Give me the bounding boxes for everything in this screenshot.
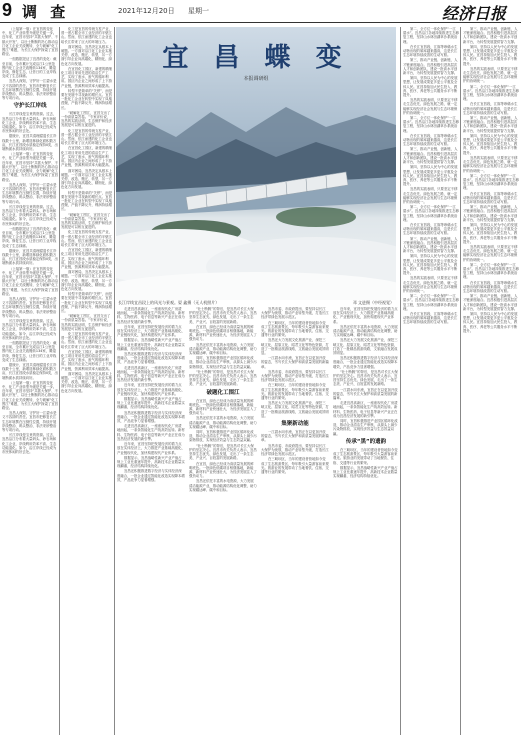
paragraph: 第四，坚持以人民为中心的发展思想，让发展成果更多更公平惠及全体人民。宜昌持续加大民生投入，教育、医疗、养老等公共服务水平不断提升。 <box>403 254 458 276</box>
paragraph: 走进宜昌高新区，一座座现代化厂房拔地而起，一条条智能化生产线高效运转。新材料、生物医药、电子信息等新兴产业正在成为宜昌经济发展的新引擎。 <box>117 365 185 383</box>
paragraph: 在宜昌化工园区，新建的精细化工项目采用先进的清洁生产工艺，实现了废水、废气的循环利用。园区内企业之间形成了上下游产业链，资源利用效率大幅提高。 <box>61 248 113 269</box>
paragraph: 转型不是简单的“关停”，而是要在发展中寻找新的增长点。宜昌一批化工企业在转型中实现了凤凰涅槃，产值不降反升，利润持续增长。 <box>61 292 113 313</box>
paragraph: 宜昌还依托丰富的水电资源，大力发展清洁能源产业，推动能源结构优化调整，助力实现碳达峰、碳中和目标。 <box>333 324 398 338</box>
paragraph: 第二，全方位一体化保护“一江碧水”。宜昌沿江各地持续推进生态修复工程，坚持山水林田湖草沙系统治理。 <box>403 27 459 44</box>
caption-text: 长江岸线宜昌段上的风光与景观。晏 鑫摄（无人机照片） <box>118 300 220 305</box>
article-column-8 <box>463 27 519 735</box>
paragraph: 近年来，宜昌坚持把发展经济的着力点放在实体经济上，大力推进产业基础高级化、产业链现代化，加快构建现代产业体系。 <box>117 442 185 455</box>
paragraph: 第三，推动产业链、创新链、人才链深度融合。宜昌积极引进高层次人才和创新团队，建设一批高水平创新平台，为转型发展提供智力支撑。 <box>463 116 518 133</box>
paragraph: 转型不是简单的“关停”，而是要在发展中寻找新的增长点。宜昌一批化工企业在转型中实现了凤凰涅槃，产值不降反升，利润持续增长。 <box>61 190 113 212</box>
paragraph: 第三，推动产业链、创新链、人才链深度融合。宜昌积极引进高层次人才和创新团队，建设一批高水平创新平台，为转型发展提供智力支撑。 <box>463 27 518 44</box>
paragraph: “壮士断腕”的背后，是宜昌对长江大保护的坚定决心。宜昌市有关负责人表示，宜昌坚持生态优先、绿色发展，走出了一条生态美、产业兴、百姓富的发展新路。 <box>189 369 257 387</box>
paragraph: 数据显示，宜昌战略性新兴产业产值占规上工业比重逐年提升，高新技术企业数量实现翻番，经济结构持续优化。 <box>333 465 398 479</box>
paragraph: 长江岸线是宝贵的资源。过去，宜昌沿江分布着大量码头、砂石场和化工企业，岸线利用效率不高、生态功能退化。如今，沿江岸线已经成为市民休闲的好去处。 <box>2 204 57 226</box>
paragraph: 在三峡坝区，当年的建设者营地如今变成了生态旅游景区，每年吸引大量游客前来观光。旅游业的发展带动了当地餐饮、住宿、交通等行业的繁荣。 <box>261 457 329 474</box>
paragraph: 宜昌还大力发展文化旅游产业，深挖三峡文化、屈原文化、昭君文化等特色资源，打造了一批精品旅游线路，文旅融合发展成效明显。 <box>261 401 329 418</box>
paragraph: 宜昌人深知，守护好一江碧水是义不容辞的责任。宜昌市把修复长江生态环境摆在压倒性位置，持续开展岸线整治、码头整治、非法采砂整治等专项行动。 <box>2 296 57 318</box>
paragraph: 宜昌还大力发展文化旅游产业，深挖三峡文化、屈原文化、昭君文化等特色资源，打造了一批精品旅游线路，文旅融合发展成效明显。 <box>333 338 398 356</box>
paragraph: 第三，推动产业链、创新链、人才链深度融合。宜昌积极引进高层次人才和创新团队，建设一批高水平创新平台，为转型发展提供智力支撑。 <box>403 236 458 254</box>
paragraph: 宜昌还积极推进数字经济与实体经济深度融合，一批企业通过智能化改造实现降本增效，产品竞争力显著增强。 <box>333 356 398 369</box>
paragraph: 化工是宜昌的传统支柱产业，曾一度占据全市工业经济的半壁江山。然而，依江而建的化工企业也给长江带来了巨大的环境压力。 <box>61 332 113 349</box>
paragraph: 第二，全方位一体化保护“一江碧水”。宜昌沿江各地持续推进生态修复工程，坚持山水林田湖草沙系统治理。 <box>403 116 459 133</box>
paragraph: 宜昌市委、市政府提出，要坚持以长江大保护为统领，推动产业转型升级，打造长江经济带绿色发展示范区。 <box>261 307 329 320</box>
paragraph: 宜昌还积极推进数字经济与实体经济深度融合，一批企业通过智能化改造实现降本增效，产品竞争力显著增强。 <box>117 469 185 482</box>
paragraph: 第三，推动产业链、创新链、人才链深度融合。宜昌积极引进高层次人才和创新团队，建设一批高水平创新平台，为转型发展提供智力支撑。 <box>463 205 518 222</box>
paragraph: 第三，推动产业链、创新链、人才链深度融合。宜昌积极引进高层次人才和创新团队，建设一批高水平创新平台，为转型发展提供智力支撑。 <box>463 294 518 311</box>
subheading: 守护长江岸线 <box>13 103 47 110</box>
paragraph: 宜昌还大力发展文化旅游产业，深挖三峡文化、屈原文化、昭君文化等特色资源，打造了一批精品旅游线路，文旅融合发展成效明显。 <box>261 338 329 356</box>
paragraph: 据统计，宜昌共清理腐退长江岸线数十公里，新增造林绿化面积数万亩，长江宜昌段水质稳定保持Ⅱ类，出境断面水质持续向好。 <box>2 134 58 152</box>
paragraph: 宜昌的实践表明，只要坚定不移走生态优先、绿色发展之路，就一定能够实现经济社会发展与生态环境保护的协调统一。 <box>403 187 458 204</box>
paragraph: （上接第一版）在宜昌的变化中，化工产业转型升级是关键一步。近年来，宜昌市坚持“共抓大保护、不搞大开发”，以壮士断腕的决心推动沿江化工企业关改搬转，全力破解“化工围江”难题，为长江大保护探索了宜昌路径。 <box>2 266 58 296</box>
article-column-3 <box>117 307 185 735</box>
article-column-1 <box>2 27 58 735</box>
paragraph: 第四，坚持以人民为中心的发展思想，让发展成果更多更公平惠及全体人民。宜昌持续加大民生投入，教育、医疗、养老等公共服务水平不断提升。 <box>403 76 458 98</box>
paragraph: 一江碧水向东流，宜昌正在以更加开放的姿态，书写长江大保护和高质量发展的新篇章。 <box>333 387 398 401</box>
paragraph: 第四，坚持以人民为中心的发展思想，让发展成果更多更公平惠及全体人民。宜昌持续加大民生投入，教育、医疗、养老等公共服务水平不断提升。 <box>463 312 518 333</box>
paragraph: 近年来，宜昌坚持把发展经济的着力点放在实体经济上，大力推进产业基础高级化、产业链现代化，加快构建现代产业体系。 <box>333 307 398 324</box>
paragraph: 第二，全方位一体化保护“一江碧水”。宜昌沿江各地持续推进生态修复工程，坚持山水林田湖草沙系统治理。 <box>463 262 519 280</box>
section-title: 调 查 <box>22 3 70 21</box>
paragraph: 同时，宜昌积极推进产业园区循环化改造，推动企业清洁生产审核，从源头上减少污染物排放，实现经济效益与生态效益双赢。 <box>333 419 398 436</box>
paragraph: 第三，推动产业链、创新链、人才链深度融合。宜昌积极引进高层次人才和创新团队，建设一批高水平创新平台，为转型发展提供智力支撑。 <box>403 147 458 165</box>
paragraph: 宜昌的实践表明，只要坚定不移走生态优先、绿色发展之路，就一定能够实现经济社会发展与生态环境保护的协调统一。 <box>403 276 458 293</box>
paragraph: 宜昌还积极推进数字经济与实体经济深度融合，一批企业通过智能化改造实现降本增效，产品竞争力显著增强。 <box>117 410 185 424</box>
paragraph: 宜昌市委、市政府提出，要坚持以长江大保护为统领，推动产业转型升级，打造长江经济带绿色发展示范区。 <box>261 443 329 457</box>
paragraph: 在长江宜昌段，江豚等珍稀水生动物出现的频率越来越高，这是长江生态环境持续改善的生动写照。 <box>463 191 518 204</box>
paragraph: 在宜昌，绿色已经成为高质量发展的鲜明底色。一批绿色低碳项目相继落地，新能源、新材料产业快速壮大，为经济发展注入了强劲动力。 <box>189 398 257 416</box>
paragraph: 面对困局，宜昌决定从根本上破题。一方面对沿江化工企业实施关停、改造、搬迁、转型，另一方面引导企业向高端化、精细化、绿色化方向发展。 <box>61 168 113 190</box>
paragraph: 长江岸线是宝贵的资源。过去，宜昌沿江分布着大量码头、砂石场和化工企业，岸线利用效率不高、生态功能退化。如今，沿江岸线已经成为市民休闲的好去处。 <box>2 319 57 340</box>
article-column-2 <box>61 27 113 735</box>
paragraph: 一江碧水向东流，宜昌正在以更加开放的姿态，书写长江大保护和高质量发展的新篇章。 <box>261 356 329 369</box>
subheading: 破题化工围江 <box>206 389 240 396</box>
paragraph: 第二，全方位一体化保护“一江碧水”。宜昌沿江各地持续推进生态修复工程，坚持山水林田湖草沙系统治理。 <box>403 294 459 311</box>
paragraph: 在长江宜昌段，江豚等珍稀水生动物出现的频率越来越高，这是长江生态环境持续改善的生动写照。 <box>403 222 458 236</box>
paragraph: 走进宜昌高新区，一座座现代化厂房拔地而起，一条条智能化生产线高效运转。新材料、生物医药、电子信息等新兴产业正在成为宜昌经济发展的新引擎。 <box>333 401 398 418</box>
paragraph: 面对困局，宜昌决定从根本上破题。一方面对沿江化工企业实施关停、改造、搬迁、转型，另一方面引导企业向高端化、精细化、绿色化方向发展。 <box>61 270 113 291</box>
paragraph: 面对困局，宜昌决定从根本上破题。一方面对沿江化工企业实施关停、改造、搬迁、转型，另一方面引导企业向高端化、精细化、绿色化方向发展。 <box>61 44 113 66</box>
paragraph: 在长江宜昌段，江豚等珍稀水生动物出现的频率越来越高，这是长江生态环境持续改善的生动写照。 <box>463 102 518 115</box>
paragraph: 宜昌的实践表明，只要坚定不移走生态优先、绿色发展之路，就一定能够实现经济社会发展与生态环境保护的协调统一。 <box>463 244 518 262</box>
paragraph: 一组数据见证了宜昌的变化：截至目前，全市累计完成沿江1公里范围内化工企业关改搬转134家，腾退岸线、修复生态，让昔日的工业岸线变成了生态绿廊。 <box>2 226 57 248</box>
paragraph: “破解化工围江，宜昌交出了一份高质量答卷。”专家评价说，宜昌的实践证明，生态保护和经济发展是可以相互促进的。 <box>61 314 112 331</box>
paragraph: 宜昌人深知，守护好一江碧水是义不容辞的责任。宜昌市把修复长江生态环境摆在压倒性位置，持续开展岸线整治、码头整治、非法采砂整治等专项行动。 <box>2 411 57 433</box>
paragraph: 宜昌的实践表明，只要坚定不移走生态优先、绿色发展之路，就一定能够实现经济社会发展与生态环境保护的协调统一。 <box>463 66 518 84</box>
subheading: 传承“黑”的遗韵 <box>345 438 387 445</box>
paragraph: 化工是宜昌的传统支柱产业，曾一度占据全市工业经济的半壁江山。然而，依江而建的化工企业也给长江带来了巨大的环境压力。 <box>61 27 113 44</box>
paragraph: 宜昌人深知，守护好一江碧水是义不容辞的责任。宜昌市把修复长江生态环境摆在压倒性位置，持续开展岸线整治、码头整治、非法采砂整治等专项行动。 <box>2 182 57 204</box>
paragraph: 在长江宜昌段，江豚等珍稀水生动物出现的频率越来越高，这是长江生态环境持续改善的生动写照。 <box>403 133 458 147</box>
paragraph: 近年来，宜昌坚持把发展经济的着力点放在实体经济上，大力推进产业基础高级化、产业链现代化，加快构建现代产业体系。 <box>117 383 185 396</box>
paragraph: 在宜昌化工园区，新建的精细化工项目采用先进的清洁生产工艺，实现了废水、废气的循环利用。园区内企业之间形成了上下游产业链，资源利用效率大幅提高。 <box>61 146 113 168</box>
paragraph: “壮士断腕”的背后，是宜昌对长江大保护的坚定决心。宜昌市有关负责人表示，宜昌坚持生态优先、绿色发展，走出了一条生态美、产业兴、百姓富的发展新路。 <box>189 443 257 461</box>
subheading: 集聚新动能 <box>281 421 309 428</box>
article-column-4 <box>189 307 257 735</box>
paragraph: “破解化工围江，宜昌交出了一份高质量答卷。”专家评价说，宜昌的实践证明，生态保护和经济发展是可以相互促进的。 <box>61 212 112 230</box>
paragraph: 走进宜昌高新区，一座座现代化厂房拔地而起，一条条智能化生产线高效运转。新材料、生物医药、电子信息等新兴产业正在成为宜昌经济发展的新引擎。 <box>117 307 185 324</box>
paragraph: 面对困局，宜昌决定从根本上破题。一方面对沿江化工企业实施关停、改造、搬迁、转型，另一方面引导企业向高端化、精细化、绿色化方向发展。 <box>61 371 113 393</box>
paragraph: （上接第一版）在宜昌的变化中，化工产业转型升级是关键一步。近年来，宜昌市坚持“共抓大保护、不搞大开发”，以壮士断腕的决心推动沿江化工企业关改搬转，全力破解“化工围江”难题，为长江大保护探索了宜昌路径。 <box>2 152 58 182</box>
issue-weekday: 星期一 <box>188 7 209 15</box>
article-column-5 <box>261 307 329 735</box>
paragraph: 宜昌市委、市政府提出，要坚持以长江大保护为统领，推动产业转型升级，打造长江经济带绿色发展示范区。 <box>261 369 329 383</box>
paragraph: 在长江宜昌段，江豚等珍稀水生动物出现的频率越来越高，这是长江生态环境持续改善的生动写照。 <box>403 44 458 58</box>
paragraph: 在三峡坝区，当年的建设者营地如今变成了生态旅游景区，每年吸引大量游客前来观光。旅游业的发展带动了当地餐饮、住宿、交通等行业的繁荣。 <box>261 383 329 401</box>
column-divider <box>400 27 401 735</box>
paragraph: （上接第一版）在宜昌的变化中，化工产业转型升级是关键一步。近年来，宜昌市坚持“共抓大保护、不搞大开发”，以壮士断腕的决心推动沿江化工企业关改搬转，全力破解“化工围江”难题，为长江大保护探索了宜昌路径。 <box>2 27 58 57</box>
paragraph: 同时，宜昌积极推进产业园区循环化改造，推动企业清洁生产审核，从源头上减少污染物排放，实现经济效益与生态效益双赢。 <box>189 430 257 443</box>
paragraph: 在三峡坝区，当年的建设者营地如今变成了生态旅游景区，每年吸引大量游客前来观光。旅游业的发展带动了当地餐饮、住宿、交通等行业的繁荣。 <box>333 447 398 465</box>
paragraph: 同时，宜昌积极推进产业园区循环化改造，推动企业清洁生产审核，从源头上减少污染物排放，实现经济效益与生态效益双赢。 <box>189 356 257 369</box>
paragraph: 一组数据见证了宜昌的变化：截至目前，全市累计完成沿江1公里范围内化工企业关改搬转134家，腾退岸线、修复生态，让昔日的工业岸线变成了生态绿廊。 <box>2 341 57 362</box>
paragraph: 宜昌还依托丰富的水电资源，大力发展清洁能源产业，推动能源结构优化调整，助力实现碳达峰、碳中和目标。 <box>189 479 257 492</box>
paragraph: 数据显示，宜昌战略性新兴产业产值占规上工业比重逐年提升，高新技术企业数量实现翻番，经济结构持续优化。 <box>117 455 185 469</box>
paragraph: “壮士断腕”的背后，是宜昌对长江大保护的坚定决心。宜昌市有关负责人表示，宜昌坚持生态优先、绿色发展，走出了一条生态美、产业兴、百姓富的发展新路。 <box>189 307 257 324</box>
paragraph: 宜昌人深知，守护好一江碧水是义不容辞的责任。宜昌市把修复长江生态环境摆在压倒性位置，持续开展岸线整治、码头整治、非法采砂整治等专项行动。 <box>2 79 57 101</box>
newspaper-logo: 经济日报 <box>442 4 507 23</box>
paragraph: 数据显示，宜昌战略性新兴产业产值占规上工业比重逐年提升，高新技术企业数量实现翻番，经济结构持续优化。 <box>117 338 185 351</box>
paragraph: 宜昌还积极推进数字经济与实体经济深度融合，一批企业通过智能化改造实现降本增效，产品竞争力显著增强。 <box>117 352 185 365</box>
paragraph: 宜昌还依托丰富的水电资源，大力发展清洁能源产业，推动能源结构优化调整，助力实现碳达峰、碳中和目标。 <box>189 342 257 356</box>
paragraph: 近年来，宜昌坚持把发展经济的着力点放在实体经济上，大力推进产业基础高级化、产业链现代化，加快构建现代产业体系。 <box>117 324 185 338</box>
paragraph: 走进宜昌高新区，一座座现代化厂房拔地而起，一条条智能化生产线高效运转。新材料、生物医药、电子信息等新兴产业正在成为宜昌经济发展的新引擎。 <box>117 424 185 441</box>
paragraph: 长江岸线是宝贵的资源。过去，宜昌沿江分布着大量码头、砂石场和化工企业，岸线利用效率不高、生态功能退化。如今，沿江岸线已经成为市民休闲的好去处。 <box>2 112 57 134</box>
article-column-6 <box>333 307 399 735</box>
paragraph: 一江碧水向东流，宜昌正在以更加开放的姿态，书写长江大保护和高质量发展的新篇章。 <box>261 430 329 443</box>
paragraph: “壮士断腕”的背后，是宜昌对长江大保护的坚定决心。宜昌市有关负责人表示，宜昌坚持生态优先、绿色发展，走出了一条生态美、产业兴、百姓富的发展新路。 <box>333 369 398 387</box>
paragraph: 第四，坚持以人民为中心的发展思想，让发展成果更多更公平惠及全体人民。宜昌持续加大民生投入，教育、医疗、养老等公共服务水平不断提升。 <box>463 44 518 66</box>
paragraph: 第二，全方位一体化保护“一江碧水”。宜昌沿江各地持续推进生态修复工程，坚持山水林田湖草沙系统治理。 <box>403 205 459 222</box>
paragraph: 数据显示，宜昌战略性新兴产业产值占规上工业比重逐年提升，高新技术企业数量实现翻番，经济结构持续优化。 <box>117 397 185 410</box>
paragraph: “破解化工围江，宜昌交出了一份高质量答卷。”专家评价说，宜昌的实践证明，生态保护和经济发展是可以相互促进的。 <box>61 110 112 128</box>
paragraph: 化工是宜昌的传统支柱产业，曾一度占据全市工业经济的半壁江山。然而，依江而建的化工企业也给长江带来了巨大的环境压力。 <box>61 128 113 146</box>
paragraph: 在宜昌化工园区，新建的精细化工项目采用先进的清洁生产工艺，实现了废水、废气的循环利用。园区内企业之间形成了上下游产业链，资源利用效率大幅提高。 <box>61 349 113 371</box>
issue-date: 2021年12月20日 <box>118 7 175 15</box>
column-divider <box>460 27 461 735</box>
paragraph: 在宜昌，绿色已经成为高质量发展的鲜明底色。一批绿色低碳项目相继落地，新能源、新材料产业快速壮大，为经济发展注入了强劲动力。 <box>189 324 257 342</box>
paragraph: 在三峡坝区，当年的建设者营地如今变成了生态旅游景区，每年吸引大量游客前来观光。旅游业的发展带动了当地餐饮、住宿、交通等行业的繁荣。 <box>261 320 329 338</box>
feature-title: 宜 昌 蝶 变 <box>162 43 350 73</box>
photo-caption <box>118 300 394 306</box>
paragraph: 转型不是简单的“关停”，而是要在发展中寻找新的增长点。宜昌一批化工企业在转型中实现了凤凰涅槃，产值不降反升，利润持续增长。 <box>61 88 113 110</box>
paragraph: 在宜昌化工园区，新建的精细化工项目采用先进的清洁生产工艺，实现了废水、废气的循环利用。园区内企业之间形成了上下游产业链，资源利用效率大幅提高。 <box>61 66 113 88</box>
paragraph: 据统计，宜昌共清理腐退长江岸线数十公里，新增造林绿化面积数万亩，长江宜昌段水质稳定保持Ⅱ类，出境断面水质持续向好。 <box>2 363 58 380</box>
paragraph: 宜昌的实践表明，只要坚定不移走生态优先、绿色发展之路，就一定能够实现经济社会发展与生态环境保护的协调统一。 <box>463 155 518 173</box>
paragraph: 第四，坚持以人民为中心的发展思想，让发展成果更多更公平惠及全体人民。宜昌持续加大民生投入，教育、医疗、养老等公共服务水平不断提升。 <box>463 222 518 244</box>
paragraph: 一组数据见证了宜昌的变化：截至目前，全市累计完成沿江1公里范围内化工企业关改搬转134家，腾退岸线、修复生态，让昔日的工业岸线变成了生态绿廊。 <box>2 57 57 79</box>
paragraph: 据统计，宜昌共清理腐退长江岸线数十公里，新增造林绿化面积数万亩，长江宜昌段水质稳定保持Ⅱ类，出境断面水质持续向好。 <box>2 248 58 266</box>
paragraph: 长江岸线是宝贵的资源。过去，宜昌沿江分布着大量码头、砂石场和化工企业，岸线利用效率不高、生态功能退化。如今，沿江岸线已经成为市民休闲的好去处。 <box>2 433 57 455</box>
paragraph: （上接第一版）在宜昌的变化中，化工产业转型升级是关键一步。近年来，宜昌市坚持“共抓大保护、不搞大开发”，以壮士断腕的决心推动沿江化工企业关改搬转，全力破解“化工围江”难题，为长江大保护探索了宜昌路径。 <box>2 380 58 411</box>
paragraph: 第三，推动产业链、创新链、人才链深度融合。宜昌积极引进高层次人才和创新团队，建设一批高水平创新平台，为转型发展提供智力支撑。 <box>403 58 458 76</box>
paragraph: 化工是宜昌的传统支柱产业，曾一度占据全市工业经济的半壁江山。然而，依江而建的化工企业也给长江带来了巨大的环境压力。 <box>61 230 113 247</box>
paragraph: 第二，全方位一体化保护“一江碧水”。宜昌沿江各地持续推进生态修复工程，坚持山水林田湖草沙系统治理。 <box>463 84 519 102</box>
paragraph: 第四，坚持以人民为中心的发展思想，让发展成果更多更公平惠及全体人民。宜昌持续加大民生投入，教育、医疗、养老等公共服务水平不断提升。 <box>463 133 518 155</box>
column-divider <box>59 27 60 735</box>
paragraph: 第四，坚持以人民为中心的发展思想，让发展成果更多更公平惠及全体人民。宜昌持续加大民生投入，教育、医疗、养老等公共服务水平不断提升。 <box>403 165 458 187</box>
paragraph: 宜昌还依托丰富的水电资源，大力发展清洁能源产业，推动能源结构优化调整，助力实现碳达峰、碳中和目标。 <box>189 416 257 429</box>
article-column-7 <box>403 27 459 735</box>
page-number: 9 <box>2 0 13 20</box>
paragraph: 在宜昌，绿色已经成为高质量发展的鲜明底色。一批绿色低碳项目相继落地，新能源、新材料产业快速壮大，为经济发展注入了强劲动力。 <box>189 461 257 479</box>
byline: 本报调研组 <box>243 76 269 82</box>
photo-credit: 邓 文进摄（中经视觉） <box>352 300 394 305</box>
paragraph: 第二，全方位一体化保护“一江碧水”。宜昌沿江各地持续推进生态修复工程，坚持山水林田湖草沙系统治理。 <box>463 173 519 191</box>
paragraph: 在长江宜昌段，江豚等珍稀水生动物出现的频率越来越高，这是长江生态环境持续改善的生动写照。 <box>463 280 518 293</box>
paragraph: 宜昌的实践表明，只要坚定不移走生态优先、绿色发展之路，就一定能够实现经济社会发展与生态环境保护的协调统一。 <box>403 98 458 115</box>
paragraph: 在长江宜昌段，江豚等珍稀水生动物出现的频率越来越高，这是长江生态环境持续改善的生动写照。 <box>403 312 458 325</box>
column-divider <box>114 27 115 735</box>
